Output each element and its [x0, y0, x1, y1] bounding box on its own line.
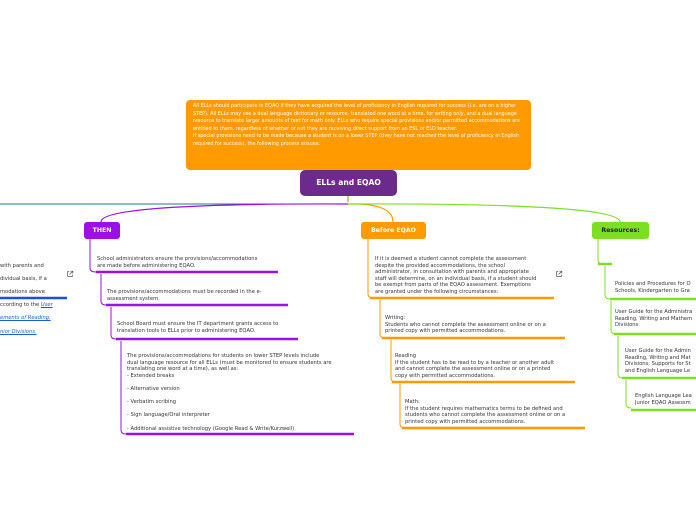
before-node-2[interactable]: Writing: Students who cannot complete the assessment online or on a printed copy with permitted accommodations.: [385, 315, 546, 335]
resources-topic-label: Resources:: [601, 227, 640, 234]
resources-node-4[interactable]: English Language Lea Junior EQAO Assessm: [635, 393, 692, 406]
before-node-4[interactable]: Math: If the student requires mathematics terms to be defined and students who cannot complete the assessment online or on a printed copy with permitted accommodations.: [405, 399, 566, 425]
central-topic[interactable]: [300, 170, 397, 196]
resources-r1-branch: [605, 266, 610, 299]
then-n4-branch: [121, 341, 126, 434]
then-node-2[interactable]: The provisions/accommodations must be recorded in the e- assessment system.: [107, 289, 262, 302]
before-eqao-topic[interactable]: [361, 222, 426, 239]
then-topic[interactable]: [84, 222, 120, 239]
resources-node-1[interactable]: Policies and Procedures for O Schools, Kindergarten to Gra: [615, 281, 691, 294]
before-node-1[interactable]: If it is deemed a student cannot complete the assessment despite the provided accommodations, the school administrator, in consultation with parents and appropriate staff will determine, on an individual basis, if a student should be exempt from parts of the EQAO assessment. Exemptions are granted under the following circumstances:: [375, 256, 537, 295]
resources-node-3[interactable]: User Guide for the Admin Reading, Writing and Mat Divisions; Supports for St and English Language Le: [625, 348, 691, 374]
callout-note[interactable]: [186, 100, 531, 170]
left-line-4: ccording to the: [0, 302, 41, 309]
then-topic-label: THEN: [92, 227, 112, 234]
then-node-1[interactable]: School administrators ensure the provisions/accommodations are made before administering EQAO.: [97, 256, 258, 269]
then-node-4[interactable]: The provisions/accommodations for students on lower STEP levels include dual language resource for all ELLs (must be monitored to ensure students are translating one word at a time), as well as: - Extended breaks - Alternative version - Verbatim scribing - Sign language/Oral interpreter - Additional assistive technology (Google Read & Write/Kurzweil): [127, 353, 332, 432]
then-node-3[interactable]: School Board must ensure the IT department grants access to translation tools to ELLs prior to administering EQAO.: [117, 321, 279, 334]
then-n3-branch: [111, 307, 116, 339]
resources-node-2[interactable]: User Guide for the Administra Reading, Writing and Mathem Divisions: [615, 309, 693, 329]
external-link-icon[interactable]: [66, 270, 74, 278]
left-line-3: modations above: [0, 288, 45, 295]
user-guide-link[interactable]: User: [40, 302, 53, 309]
connector-then: [101, 204, 348, 222]
before-topic-label: Before EQAO: [371, 227, 416, 234]
user-guide-link-3[interactable]: nior Divisions.: [0, 328, 37, 335]
left-line-2: dividual basis, if a: [0, 275, 47, 282]
callout-text-2: If special provisions need to be made because a student is on a lower STEP (they have not reached the level of proficiency in English required for success), the following process ensues:: [193, 133, 520, 147]
user-guide-link-2[interactable]: ements of Reading,: [0, 315, 51, 322]
left-line-1: with parents and: [0, 262, 44, 269]
external-link-icon[interactable]: [555, 270, 563, 278]
resources-r4-branch: [626, 380, 631, 408]
resources-r3-branch: [618, 336, 623, 378]
before-node-3[interactable]: Reading If the student has to be read to by a teacher or another adult and cannot complete the assessment online or on a printed copy with permitted accommodations.: [395, 353, 555, 379]
callout-text-1: All ELLs should participate in EQAO if they have acquired the level of proficiency in English required for success (i.e. are on a higher STEP). All ELLs may use a dual language dictionary or resource, translated one word at a time, for writing only, and a dual language resource to translate larger amounts of text for math only. ELLs who require special provisions and/or permitted accommodations are entitled to them, regardless of whether or not they are receiving direct support from an ESL or ELD teacher.: [193, 103, 520, 132]
before-stem: [368, 239, 374, 298]
left-partial-node[interactable]: [0, 256, 62, 342]
resources-stem: [598, 239, 612, 264]
then-n2-branch: [101, 274, 106, 305]
central-topic-label: ELLs and EQAO: [316, 178, 381, 187]
connector-before: [348, 204, 393, 222]
resources-topic[interactable]: [592, 222, 649, 239]
